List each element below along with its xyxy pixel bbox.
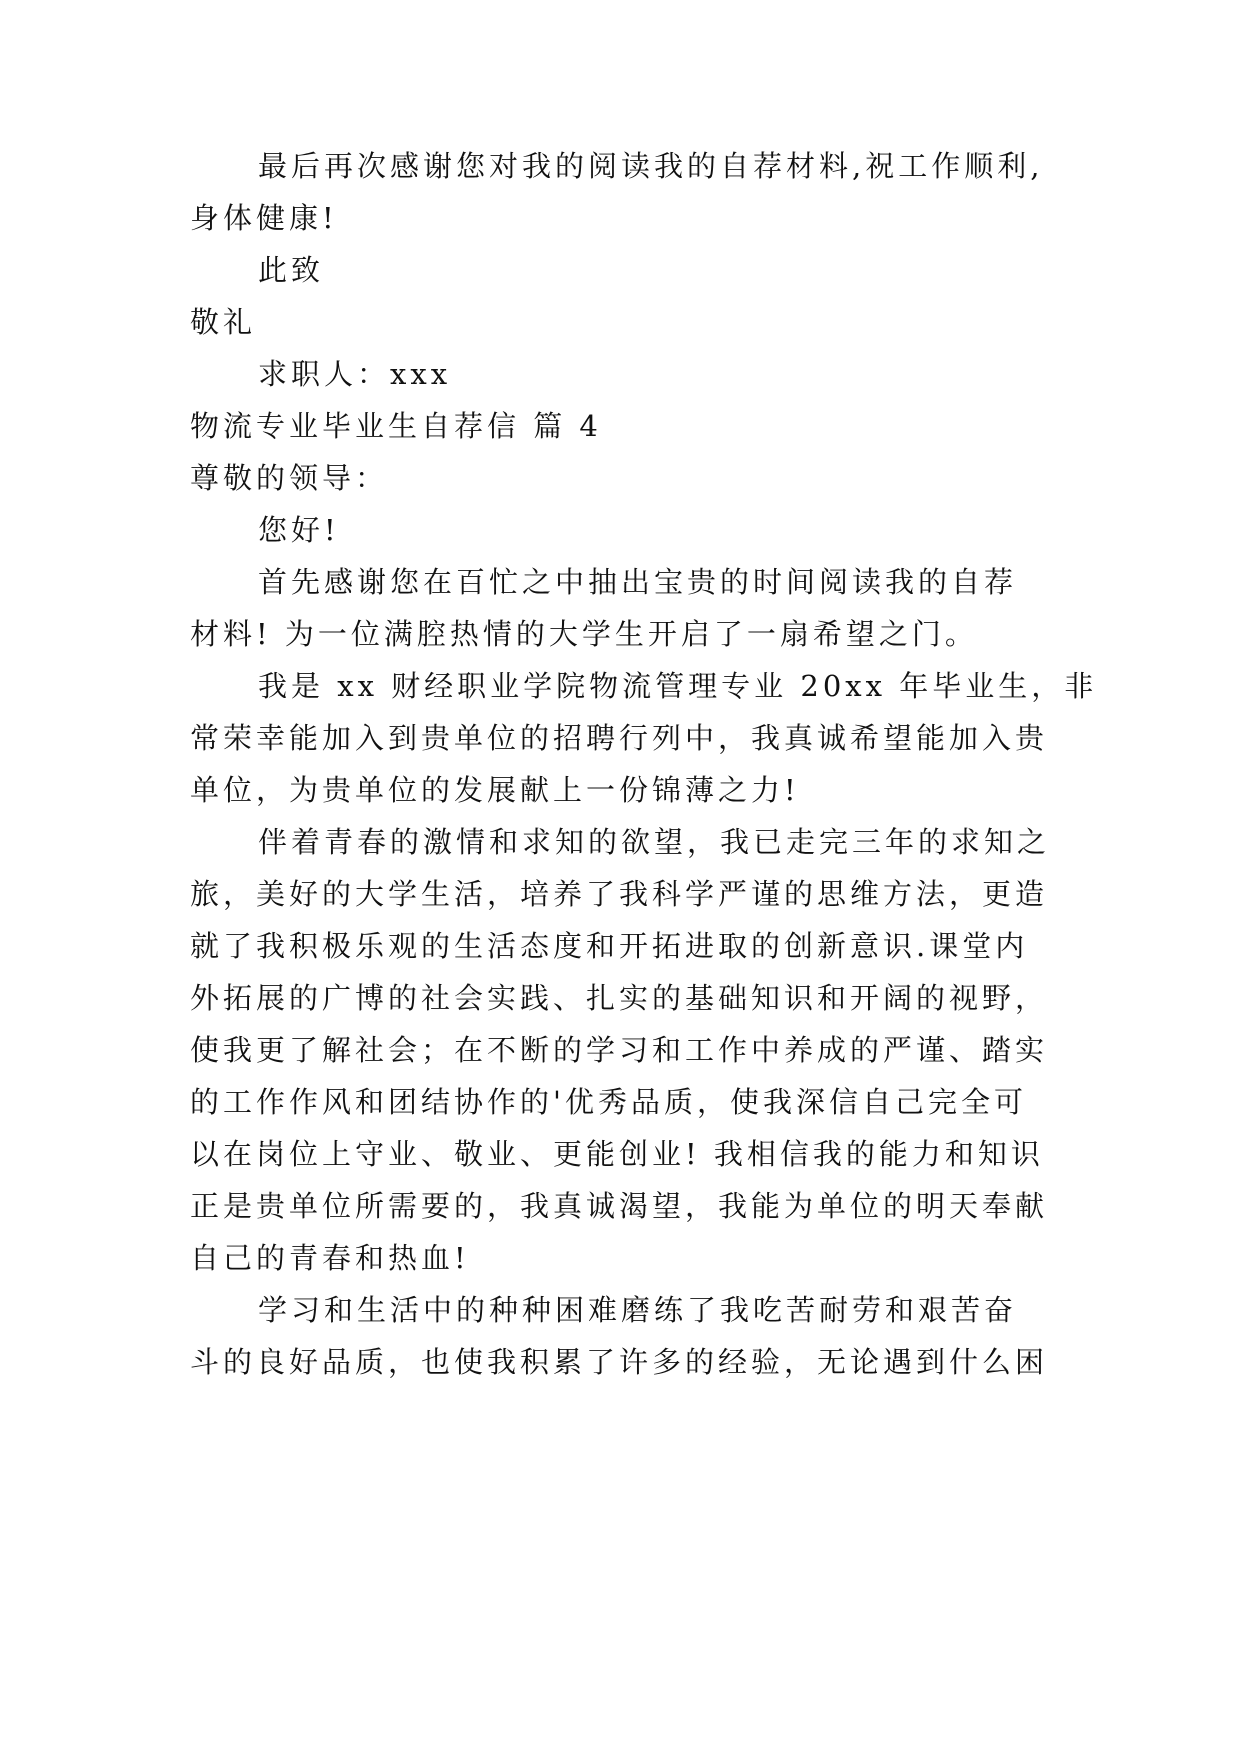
- paragraph-line: 以在岗位上守业、敬业、更能创业! 我相信我的能力和知识: [190, 1137, 1044, 1171]
- greeting: 您好!: [258, 513, 340, 547]
- addressee: 尊敬的领导：: [190, 461, 389, 495]
- section-title: 物流专业毕业生自荐信 篇 4: [190, 409, 602, 443]
- closing-paragraph-line: 身体健康!: [190, 201, 338, 235]
- paragraph-line: 学习和生活中的种种困难磨练了我吃苦耐劳和艰苦奋: [258, 1293, 1018, 1327]
- paragraph-line: 使我更了解社会；在不断的学习和工作中养成的严谨、踏实: [190, 1033, 1049, 1067]
- paragraph-line: 就了我积极乐观的生活态度和开拓进取的创新意识.课堂内: [190, 929, 1029, 963]
- signature-line: 求职人：xxx: [258, 357, 452, 391]
- paragraph-line: 旅，美好的大学生活，培养了我科学严谨的思维方法，更造: [190, 877, 1049, 911]
- paragraph-line: 伴着青春的激情和求知的欲望，我已走完三年的求知之: [258, 825, 1051, 859]
- paragraph-line: 外拓展的广博的社会实践、扎实的基础知识和开阔的视野，: [190, 981, 1049, 1015]
- paragraph-line: 正是贵单位所需要的，我真诚渴望，我能为单位的明天奉献: [190, 1189, 1049, 1223]
- salutation-line: 敬礼: [190, 305, 257, 339]
- paragraph-line: 单位，为贵单位的发展献上一份锦薄之力!: [190, 773, 800, 807]
- paragraph-line: 常荣幸能加入到贵单位的招聘行列中，我真诚希望能加入贵: [190, 721, 1049, 755]
- paragraph-line: 自己的青春和热血!: [190, 1241, 470, 1275]
- paragraph-line: 斗的良好品质，也使我积累了许多的经验，无论遇到什么困: [190, 1345, 1049, 1379]
- salutation-line: 此致: [258, 253, 325, 287]
- paragraph-line: 的工作作风和团结协作的'优秀品质，使我深信自己完全可: [190, 1085, 1027, 1119]
- paragraph-line: 材料! 为一位满腔热情的大学生开启了一扇希望之门。: [190, 617, 978, 651]
- paragraph-line: 首先感谢您在百忙之中抽出宝贵的时间阅读我的自荐: [258, 565, 1018, 599]
- paragraph-line: 我是 xx 财经职业学院物流管理专业 20xx 年毕业生，非: [258, 669, 1098, 703]
- closing-paragraph-line: 最后再次感谢您对我的阅读我的自荐材料,祝工作顺利,: [258, 149, 1044, 183]
